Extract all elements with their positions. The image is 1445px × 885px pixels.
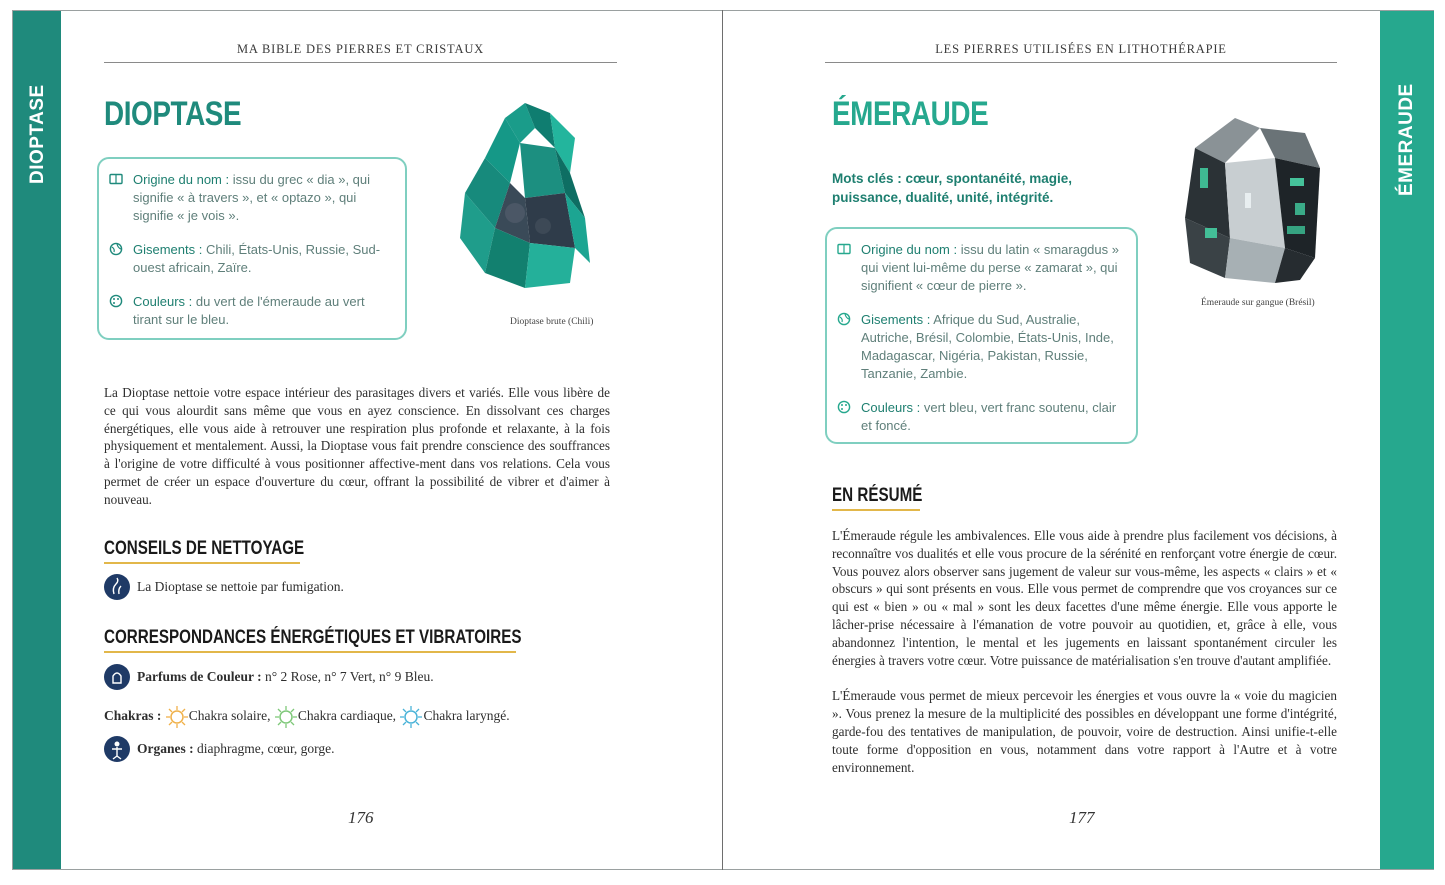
globe-icon [109,242,123,256]
info-deposits [837,311,1126,383]
left-header-rule [104,62,617,63]
right-page-number: 177 [1069,808,1095,827]
right-running-head: LES PIERRES UTILISÉES EN LITHOTHÉRAPIE [935,42,1227,56]
left-page-number: 176 [348,808,374,827]
summary-section-title: EN RÉSUMÉ [832,485,923,506]
summary-paragraph-2: L'Émeraude vous permet de mieux percevoir les énergies et vous ouvre la « voie du magicien ». Vous prenez la mesure de la multiplicité des possibles en développant une forme d'intégrité, garde-fou des tentatives de manipulation, de pouvoir, voire de destruction. Ainsi unifie-t-elle toute forme d'opposition en vous, notamment dans votre rapport à l'Autre et à votre environnement. [832,688,1337,775]
info-colors-text: vert bleu, vert franc soutenu, clair et foncé. [861,400,1117,433]
cleaning-section-title: CONSEILS DE NETTOYAGE [104,538,305,559]
perfume-text: n° 2 Rose, n° 7 Vert, n° 9 Bleu. [261,669,434,684]
chakra-solar: Chakra solaire, [188,708,271,724]
right-body-text [832,527,1337,794]
perfume-line [137,669,434,685]
right-header-rule [825,62,1337,63]
info-origin-label: Origine du nom : [133,172,230,187]
fumigation-icon [104,574,130,600]
throat-chakra-icon [399,705,423,729]
cleaning-text: La Dioptase se nettoie par fumigation. [137,579,344,594]
dioptase-crystal-image [455,98,595,296]
info-deposits-label: Gisements : [861,312,931,327]
info-origin-label: Origine du nom : [861,242,958,257]
organs-text: diaphragme, cœur, gorge. [193,741,335,756]
perfume-label: Parfums de Couleur : [137,669,262,684]
info-colors-label: Couleurs : [133,294,193,309]
keywords: Mots clés : cœur, spontanéité, magie, puissance, dualité, unité, intégrité. [832,171,1073,205]
book-icon [837,242,851,256]
organs-line [137,741,335,757]
info-colors [837,399,1126,435]
book-gutter [722,10,723,870]
info-colors [109,293,395,329]
info-origin-text: issu du latin « smaragdus » qui vient lui-même du perse « zamarat », qui signifient « cœur de pierre ». [861,242,1119,293]
cleaning-title-underline [104,562,300,564]
right-image-caption: Émeraude sur gangue (Brésil) [1201,298,1315,308]
info-origin [109,171,395,225]
right-side-tab-label: ÉMERAUDE [1396,83,1417,196]
organs-label: Organes : [137,741,194,756]
info-deposits-text: Chili, États-Unis, Russie, Sud-ouest africain, Zaïre. [133,242,381,275]
left-image-caption: Dioptase brute (Chili) [510,317,594,327]
info-deposits-label: Gisements : [133,242,203,257]
correspondences-section-title: CORRESPONDANCES ÉNERGÉTIQUES ET VIBRATOIRES [104,627,522,648]
right-info-box [825,227,1138,444]
info-colors-text: du vert de l'émeraude au vert tirant sur le bleu. [133,294,365,327]
solar-chakra-icon [165,705,189,729]
palette-icon [109,294,123,308]
palette-icon [837,400,851,414]
left-running-head: MA BIBLE DES PIERRES ET CRISTAUX [237,42,484,56]
left-side-tab-label: DIOPTASE [27,84,48,184]
heart-chakra-icon [274,705,298,729]
info-origin-text: issu du grec « dia », qui signifie « à travers », et « optazo », qui signifie « je vois ». [133,172,371,223]
book-icon [109,172,123,186]
summary-title-underline [832,509,920,511]
correspondences-title-underline [104,651,516,653]
info-origin [837,241,1126,295]
globe-icon [837,312,851,326]
left-page-title: DIOPTASE [104,95,242,133]
chakra-heart: Chakra cardiaque, [297,708,397,724]
info-deposits-text: Afrique du Sud, Australie, Autriche, Brésil, Colombie, États-Unis, Inde, Madagascar, Nigéria, Pakistan, Russie, Tanzanie, Zambie. [861,312,1114,381]
left-body-text: La Dioptase nettoie votre espace intérieur des parasitages divers et variés. Elle vous libère de ce qui vous alourdit sans même que vous en ayez conscience. En dissolvant ces charges énergétiques, elle vous aide à retrouver une respiration plus profonde et relaxante, à la fois physiquement et mentalement. Aussi, la Dioptase vous fait prendre conscience des souffrances à l'origine de votre difficulté à vous positionner affective-ment dans vos relations. Cela vous permet de créer un espace d'ouverture du cœur, offrant la possibilité de vibrer et d'aimer à nouveau. [104,385,610,507]
info-deposits [109,241,395,277]
summary-paragraph-1: L'Émeraude régule les ambivalences. Elle vous aide à prendre plus facilement vos décisions, à reconnaître vos dualités et elle vous procure de la sérénité en renforçant votre énergie de cœur. Vous pouvez alors observer sans jugement de valeur sur vous-même, les aspects « clairs » et « obscurs » qui sont présents en vous. Elle vous permet de comprendre que vos croyances sur ce qui est « bien » ou « mal » sont les deux facettes d'une même énergie. Elle vous apporte le lâcher-prise nécessaire à l'émanation de votre pouvoir au quotidien, et, grâce à elle, vous abandonnez l'intention, le mental et les jugements en laissant spontanément circuler les énergies à travers votre cœur. Votre puissance de matérialisation s'en trouve d'autant amplifiée. [832,528,1337,668]
organs-icon [104,736,130,762]
chakras-line [104,705,510,729]
right-page-title: ÉMERAUDE [832,95,989,133]
chakra-throat: Chakra laryngé. [423,708,510,724]
left-info-box [97,157,407,340]
perfume-icon [104,664,130,690]
emerald-crystal-image [1175,108,1325,286]
info-colors-label: Couleurs : [861,400,921,415]
chakras-label: Chakras : [104,708,162,724]
